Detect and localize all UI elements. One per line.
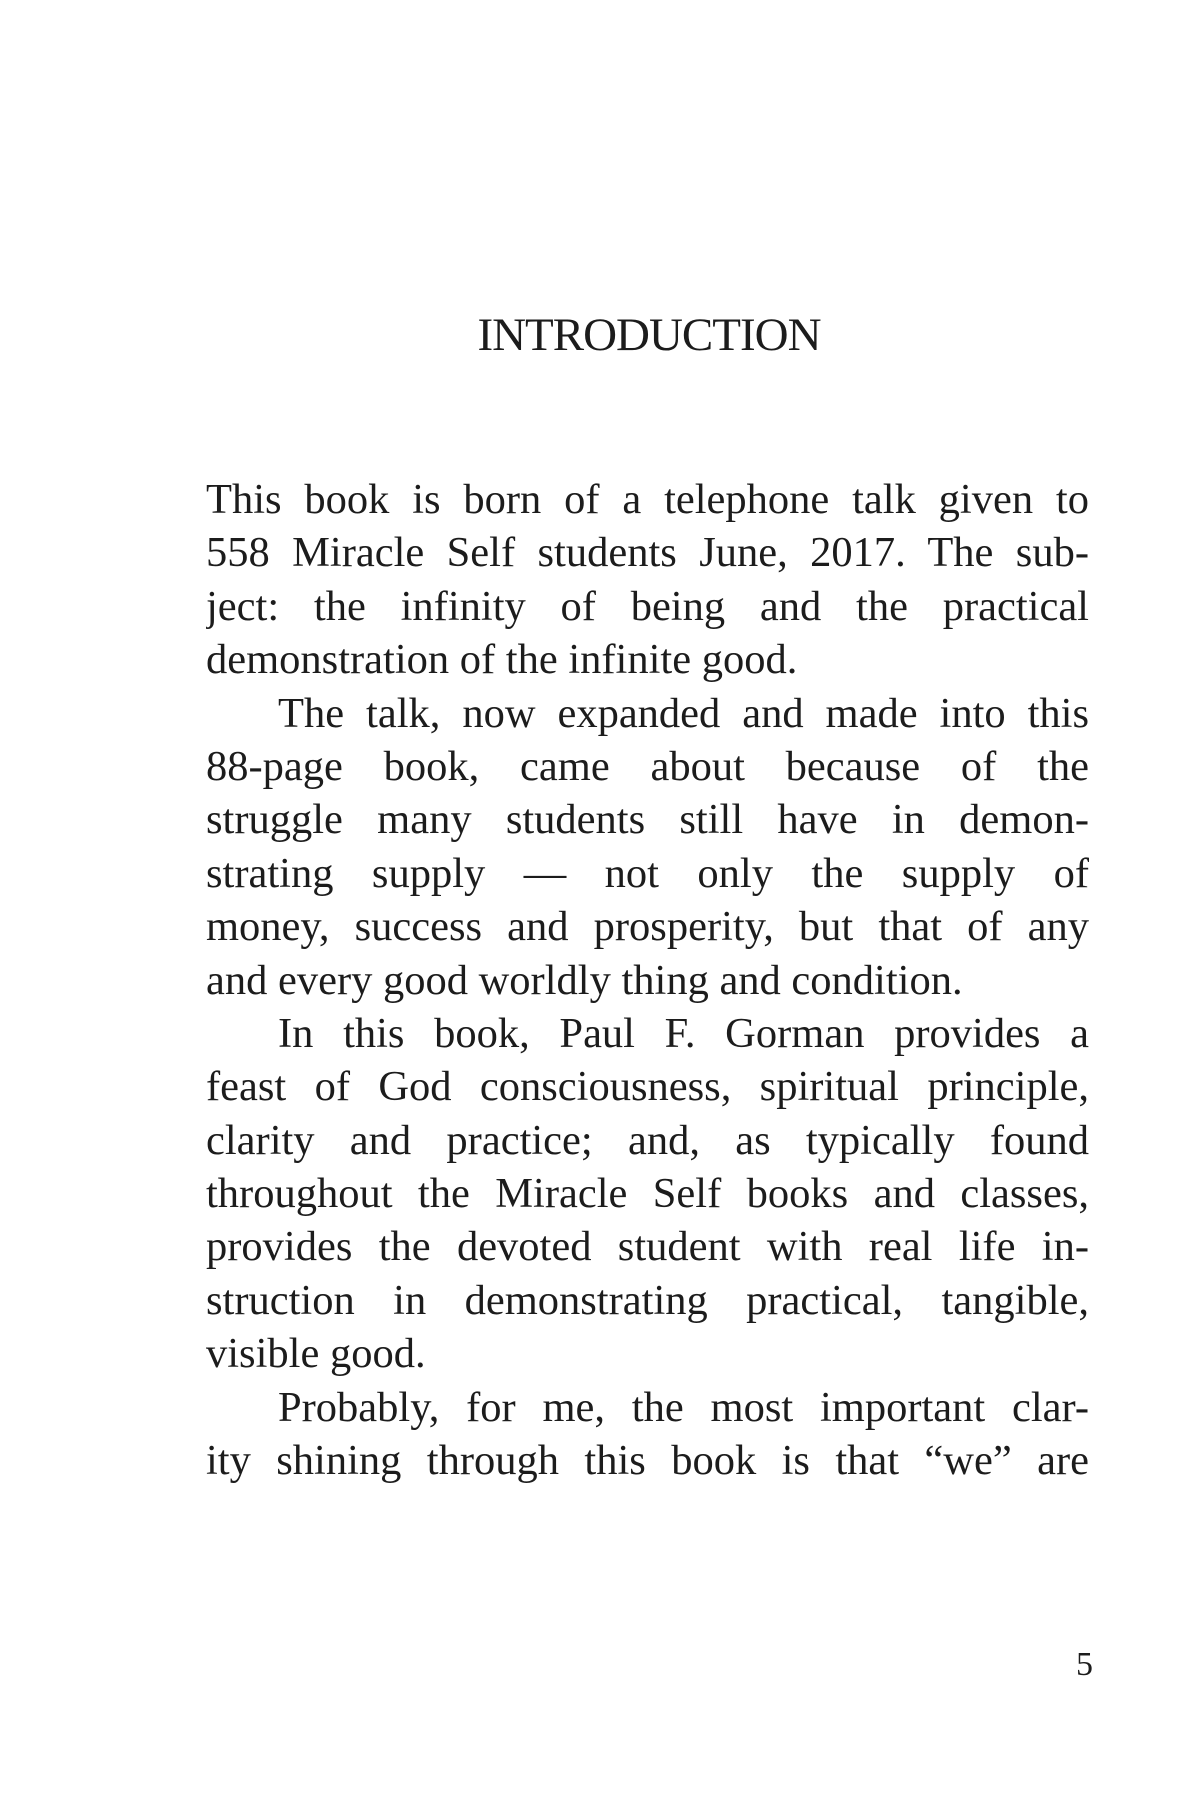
text-line: demonstration of the infinite good. xyxy=(206,636,798,684)
text-line: Probably, for me, the most important clar- xyxy=(278,1383,1089,1431)
text-line: This book is born of a telephone talk given to xyxy=(206,476,1089,523)
text-line: provides the devoted student with real life in- xyxy=(206,1223,1089,1271)
text-line: and every good worldly thing and condition. xyxy=(206,956,963,1004)
text-line: struction in demonstrating practical, tangible, xyxy=(206,1276,1089,1324)
page-number: 5 xyxy=(1076,1646,1093,1683)
text-line: feast of God consciousness, spiritual principle, xyxy=(206,1063,1089,1111)
text-line: strating supply — not only the supply of xyxy=(206,849,1089,897)
text-line: The talk, now expanded and made into this xyxy=(278,689,1089,737)
text-line: struggle many students still have in demon- xyxy=(206,796,1089,844)
text-line: 558 Miracle Self students June, 2017. The sub- xyxy=(206,529,1089,577)
text-line: visible good. xyxy=(206,1330,426,1378)
text-line: ject: the infinity of being and the practical xyxy=(206,582,1089,630)
text-line: money, success and prosperity, but that of any xyxy=(206,903,1089,951)
text-line: clarity and practice; and, as typically found xyxy=(206,1116,1089,1164)
page-heading: INTRODUCTION xyxy=(477,309,821,361)
text-line: ity shining through this book is that “we” are xyxy=(206,1437,1089,1485)
introduction-body xyxy=(206,473,1089,1487)
text-line: 88-page book, came about because of the xyxy=(206,742,1089,790)
text-line: throughout the Miracle Self books and classes, xyxy=(206,1170,1089,1218)
text-line: In this book, Paul F. Gorman provides a xyxy=(278,1009,1089,1057)
